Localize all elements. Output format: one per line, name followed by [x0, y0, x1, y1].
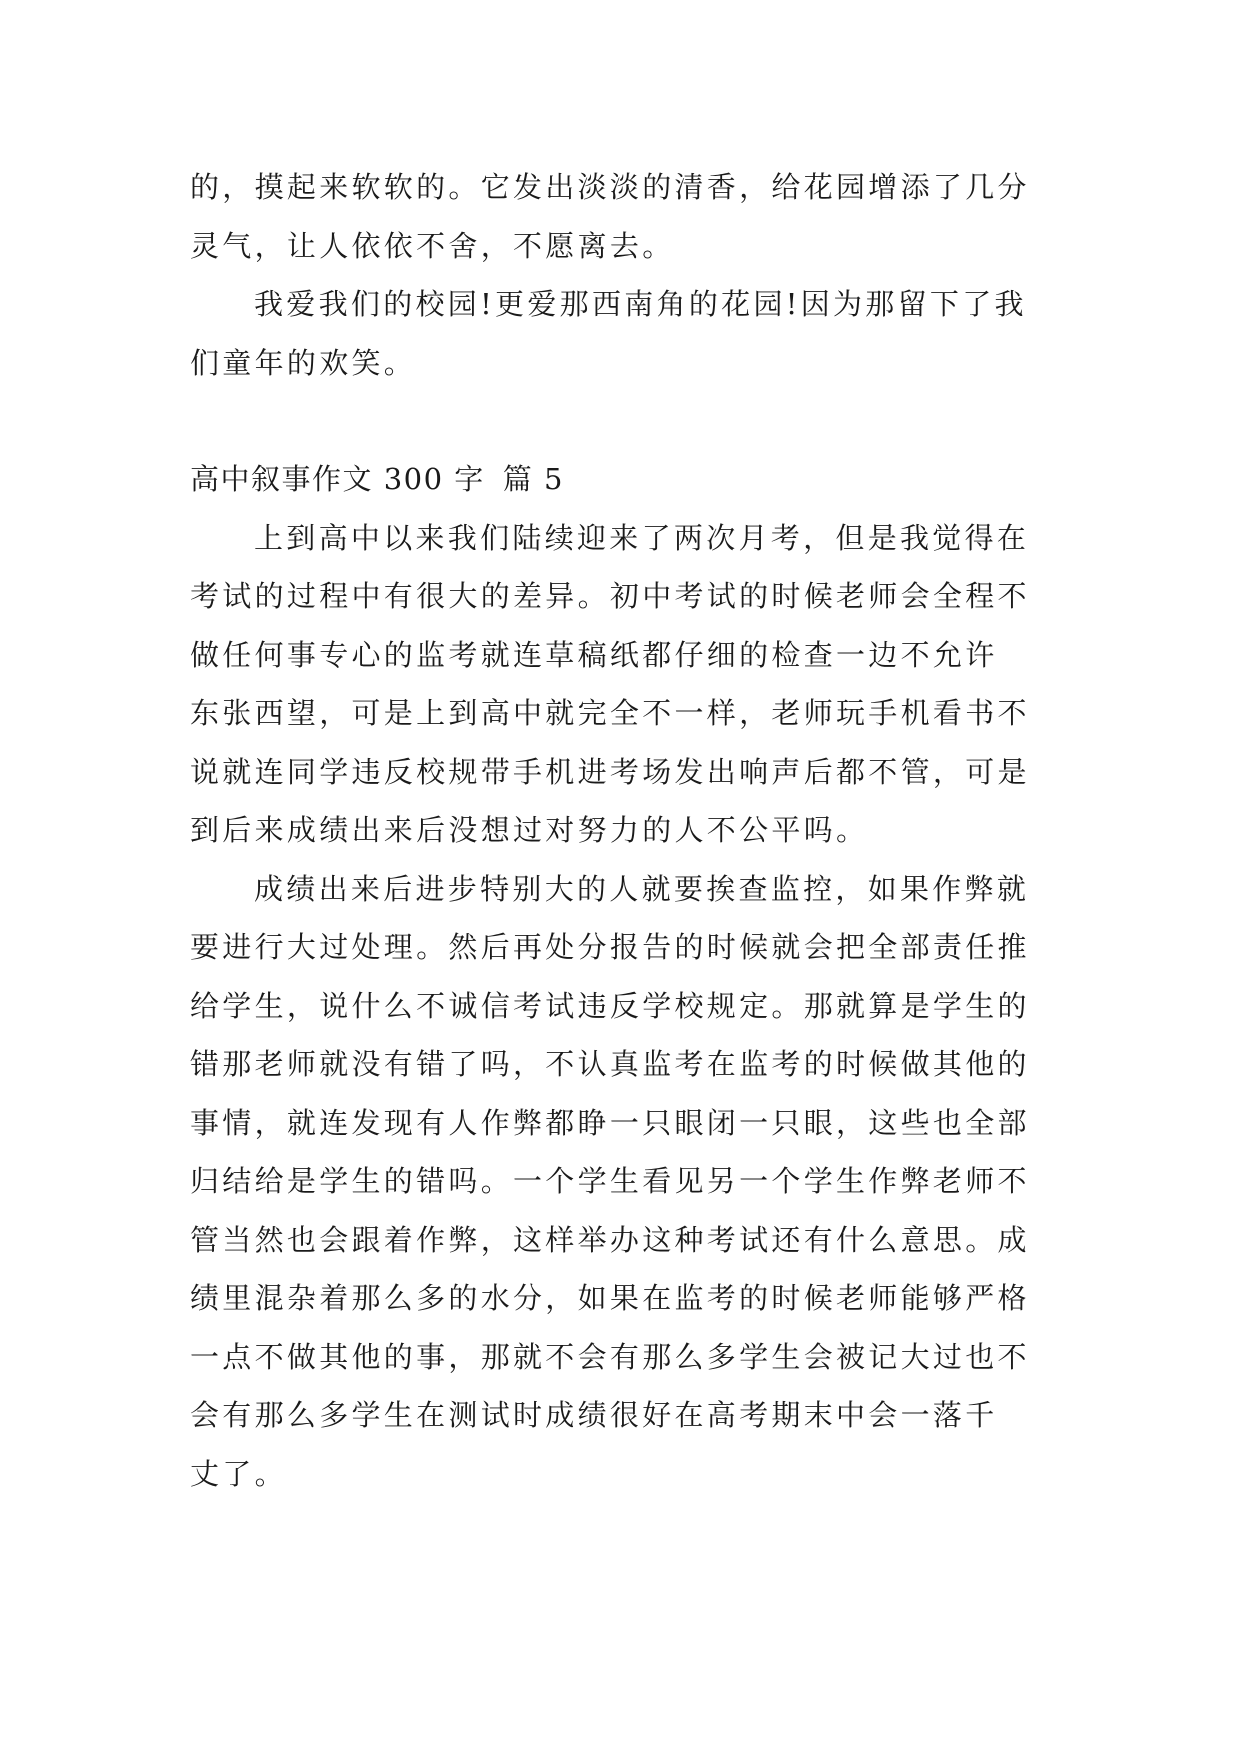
text-line: 丈了。: [190, 1456, 287, 1491]
text-line: 到后来成绩出来后没想过对努力的人不公平吗。: [190, 813, 869, 847]
text-line: 要进行大过处理。然后再处分报告的时候就会把全部责任推: [190, 930, 1030, 964]
text-line: 事情，就连发现有人作弊都睁一只眼闭一只眼，这些也全部: [190, 1105, 1030, 1140]
text-line: 归结给是学生的错吗。一个学生看见另一个学生作弊老师不: [190, 1164, 1030, 1198]
text-line: 说就连同学违反校规带手机进考场发出响声后都不管，可是: [190, 754, 1030, 789]
section-part-label: 篇 5: [502, 462, 564, 496]
spacer: [190, 392, 1060, 450]
text-line: 我爱我们的校园!更爱那西南角的花园!因为那留下了我: [254, 287, 1027, 321]
text-line: 管当然也会跟着作弊，这样举办这种考试还有什么意思。成: [190, 1222, 1030, 1257]
text-line: 会有那么多学生在测试时成绩很好在高考期末中会一落千: [190, 1398, 998, 1432]
text-line: 考试的过程中有很大的差异。初中考试的时候老师会全程不: [190, 579, 1030, 613]
text-line: 一点不做其他的事，那就不会有那么多学生会被记大过也不: [190, 1339, 1030, 1374]
text-line: 们童年的欢笑。: [190, 345, 417, 380]
text-line: 做任何事专心的监考就连草稿纸都仔细的检查一边不允许: [190, 637, 998, 672]
paragraph: [190, 275, 1060, 392]
paragraph-continued: [190, 158, 1060, 275]
document-page: [190, 158, 1060, 1503]
text-line: 的，摸起来软软的。它发出淡淡的清香，给花园增添了几分: [190, 170, 1030, 204]
text-line: 成绩出来后进步特别大的人就要挨查监控，如果作弊就: [254, 871, 1030, 906]
paragraph: [190, 860, 1060, 1504]
text-line: 东张西望，可是上到高中就完全不一样，老师玩手机看书不: [190, 696, 1030, 730]
section-heading: [190, 450, 1060, 509]
paragraph: [190, 509, 1060, 860]
text-line: 绩里混杂着那么多的水分，如果在监考的时候老师能够严格: [190, 1281, 1030, 1315]
text-line: 灵气，让人依依不舍，不愿离去。: [190, 228, 675, 263]
section-title: 高中叙事作文 300 字: [190, 462, 485, 496]
text-line: 错那老师就没有错了吗，不认真监考在监考的时候做其他的: [190, 1047, 1030, 1081]
text-line: 给学生，说什么不诚信考试违反学校规定。那就算是学生的: [190, 988, 1030, 1023]
text-line: 上到高中以来我们陆续迎来了两次月考，但是我觉得在: [254, 520, 1030, 555]
